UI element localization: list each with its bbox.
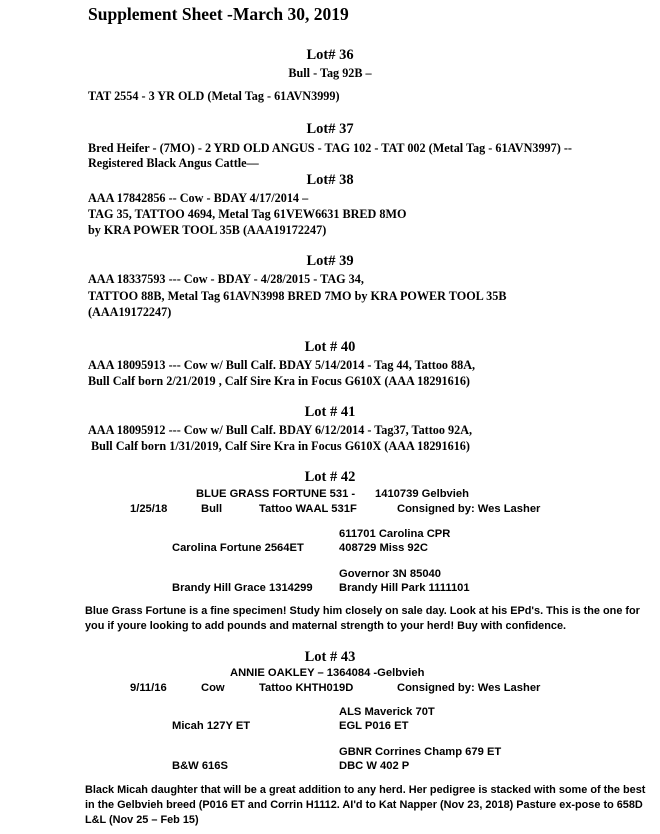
lot-42-consignor: Consigned by: Wes Lasher <box>397 503 541 515</box>
lot-42-dam: Brandy Hill Grace 1314299 <box>172 582 313 594</box>
lot-43-description: Black Micah daughter that will be a great addition to any herd. Her pedigree is stacked with some of the best in the Gelbvieh breed (P016 ET and Corrin H1112. AI'd to Kat Napper (Nov 23, 2018) Pasture ex-pose to 658D L&L (Nov 25 – Feb 15) <box>85 784 646 826</box>
lot-39-line-2: TATTOO 88B, Metal Tag 61AVN3998 BRED 7MO by KRA POWER TOOL 35B <box>88 289 507 303</box>
lot-43-sex: Cow <box>201 682 225 694</box>
lot-41-line-1: AAA 18095912 --- Cow w/ Bull Calf. BDAY 6/12/2014 - Tag37, Tattoo 92A, <box>88 423 473 437</box>
lot-43-tattoo: Tattoo KHTH019D <box>259 682 354 694</box>
lot-42-dam-sire: Governor 3N 85040 <box>339 568 441 580</box>
lot-37-heading: Lot# 37 <box>306 121 354 137</box>
lot-36-heading: Lot# 36 <box>306 47 354 63</box>
lot-41-heading: Lot # 41 <box>304 404 356 420</box>
lot-36-line: TAT 2554 - 3 YR OLD (Metal Tag - 61AVN3999) <box>88 89 340 103</box>
lot-42-description: Blue Grass Fortune is a fine specimen! Study him closely on sale day. Look at his EPd's. This is the one for you if youre looking to add pounds and maternal strength to your herd! Buy with confidence. <box>85 605 640 632</box>
lot-40-line-2: Bull Calf born 2/21/2019 , Calf Sire Kra in Focus G610X (AAA 18291616) <box>88 374 470 388</box>
lot-42-animal-name: BLUE GRASS FORTUNE 531 - <box>196 488 356 500</box>
lot-39-line-1: AAA 18337593 --- Cow - BDAY - 4/28/2015 - TAG 34, <box>88 272 364 286</box>
lot-42-sex: Bull <box>201 503 223 515</box>
lot-43-animal-name: ANNIE OAKLEY – 1364084 -Gelbvieh <box>230 667 425 679</box>
lot-41-line-2: Bull Calf born 1/31/2019, Calf Sire Kra in Focus G610X (AAA 18291616) <box>91 439 470 453</box>
lot-38-line-1: AAA 17842856 -- Cow - BDAY 4/17/2014 – <box>88 191 309 205</box>
lot-42-dam-dam: Brandy Hill Park 1111101 <box>339 582 470 594</box>
lot-43-dam-dam: DBC W 402 P <box>339 760 410 772</box>
lot-36-subheading: Bull - Tag 92B – <box>288 66 372 80</box>
lot-42-birth-date: 1/25/18 <box>130 503 168 515</box>
lot-38-line-3: by KRA POWER TOOL 35B (AAA19172247) <box>88 223 327 237</box>
lot-38-heading: Lot# 38 <box>306 172 354 188</box>
lot-43-heading: Lot # 43 <box>304 649 356 665</box>
lot-43-birth-date: 9/11/16 <box>130 682 167 694</box>
page-title: Supplement Sheet -March 30, 2019 <box>88 4 349 24</box>
lot-40-heading: Lot # 40 <box>304 339 356 355</box>
lot-40-line-1: AAA 18095913 --- Cow w/ Bull Calf. BDAY 5/14/2014 - Tag 44, Tattoo 88A, <box>88 358 476 372</box>
lot-43-dam-sire: GBNR Corrines Champ 679 ET <box>339 746 502 758</box>
lot-42-sire-dam: 408729 Miss 92C <box>339 542 428 554</box>
lot-38-line-2: TAG 35, TATTOO 4694, Metal Tag 61VEW6631 BRED 8MO <box>88 207 407 221</box>
lot-39-heading: Lot# 39 <box>306 253 354 269</box>
lot-43-dam: B&W 616S <box>172 760 228 772</box>
lot-39-line-3: (AAA19172247) <box>88 305 172 319</box>
lot-43-consignor: Consigned by: Wes Lasher <box>397 682 541 694</box>
lot-42-registration: 1410739 Gelbvieh <box>375 488 469 500</box>
lot-42-sire: Carolina Fortune 2564ET <box>172 542 304 554</box>
lot-42-heading: Lot # 42 <box>304 469 356 485</box>
lot-37-line-1: Bred Heifer - (7MO) - 2 YRD OLD ANGUS - TAG 102 - TAT 002 (Metal Tag - 61AVN3997) -- <box>88 141 572 155</box>
lot-37-line-2: Registered Black Angus Cattle— <box>88 156 259 170</box>
lot-42-tattoo: Tattoo WAAL 531F <box>259 503 357 515</box>
lot-43-sire-sire: ALS Maverick 70T <box>339 706 435 718</box>
lot-43-sire-dam: EGL P016 ET <box>339 720 409 732</box>
lot-43-sire: Micah 127Y ET <box>172 720 251 732</box>
lot-42-sire-sire: 611701 Carolina CPR <box>339 528 451 540</box>
